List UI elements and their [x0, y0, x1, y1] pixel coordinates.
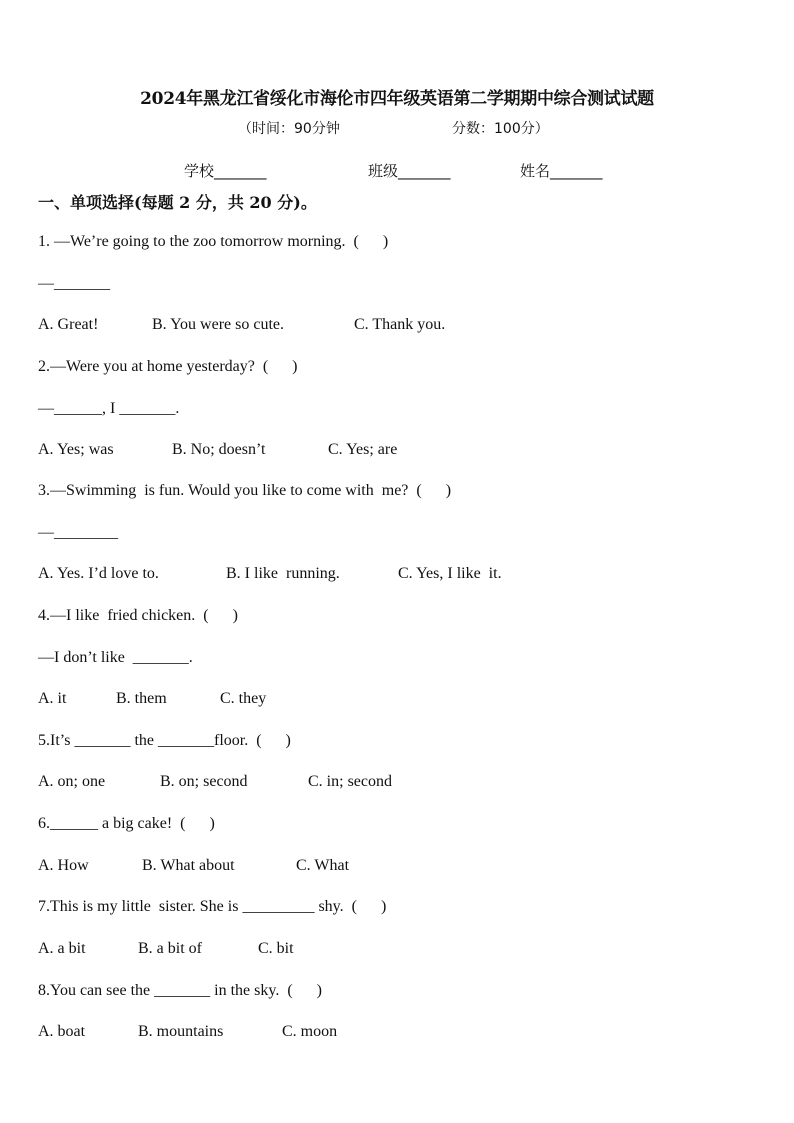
option-c: C. moon: [282, 1023, 338, 1040]
exam-time: （时间：90分钟: [238, 121, 340, 137]
section-heading: 一、单项选择(每题 2 分，共 20 分)。: [38, 193, 317, 212]
answer-line-3: —________: [38, 524, 118, 541]
question-1: 1. —We’re going to the zoo tomorrow morning. ( ): [38, 233, 389, 250]
question-2: 2.—Were you at home yesterday? ( ): [38, 358, 298, 375]
question-4: 4.—I like fried chicken. ( ): [38, 607, 238, 624]
option-a: A. it: [38, 690, 67, 707]
question-3: 3.—Swimming is fun. Would you like to come with me? ( ): [38, 482, 452, 499]
page-title: 2024年黑龙江省绥化市海伦市四年级英语第二学期期中综合测试试题: [140, 89, 654, 109]
option-b: B. them: [116, 690, 167, 707]
option-a: A. on; one: [38, 773, 106, 790]
option-c: C. in; second: [308, 773, 392, 790]
option-c: C. Yes; are: [328, 441, 398, 458]
option-a: A. a bit: [38, 940, 86, 957]
option-c: C. Thank you.: [354, 316, 446, 333]
option-b: B. mountains: [138, 1023, 224, 1040]
option-b: B. on; second: [160, 773, 248, 790]
option-c: C. they: [220, 690, 267, 707]
option-a: A. Yes. I’d love to.: [38, 565, 159, 582]
option-c: C. Yes, I like it.: [398, 565, 502, 582]
school-field: 学校_______: [184, 162, 267, 180]
answer-line-1: —_______: [38, 275, 110, 292]
option-b: B. You were so cute.: [152, 316, 284, 333]
class-field: 班级_______: [368, 162, 451, 180]
exam-score: 分数：100分）: [452, 121, 549, 137]
answer-line-4: —I don’t like _______.: [38, 649, 193, 666]
question-6: 6.______ a big cake! ( ): [38, 815, 215, 832]
option-a: A. Great!: [38, 316, 99, 333]
option-b: B. What about: [142, 857, 235, 874]
option-a: A. boat: [38, 1023, 86, 1040]
option-c: C. What: [296, 857, 350, 874]
option-a: A. How: [38, 857, 89, 874]
name-field: 姓名_______: [520, 162, 603, 180]
question-8: 8.You can see the _______ in the sky. ( ): [38, 982, 322, 999]
question-7: 7.This is my little sister. She is _________ shy. ( ): [38, 898, 387, 915]
option-c: C. bit: [258, 940, 294, 957]
option-b: B. a bit of: [138, 940, 202, 957]
question-5: 5.It’s _______ the _______floor. ( ): [38, 732, 291, 749]
answer-line-2: —______, I _______.: [38, 400, 180, 417]
option-a: A. Yes; was: [38, 441, 114, 458]
option-b: B. I like running.: [226, 565, 340, 582]
option-b: B. No; doesn’t: [172, 441, 266, 458]
